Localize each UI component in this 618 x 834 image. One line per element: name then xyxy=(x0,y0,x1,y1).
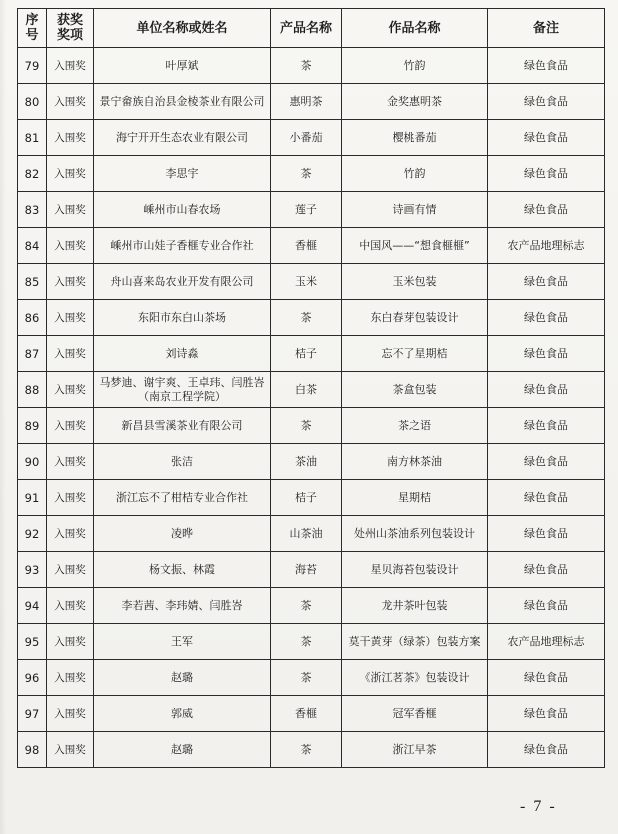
cell-index: 88 xyxy=(18,372,47,408)
cell-product: 海苔 xyxy=(271,552,342,588)
cell-note: 绿色食品 xyxy=(488,444,605,480)
table-row xyxy=(18,300,605,336)
cell-entrant: 马梦迪、谢宇爽、王卓玮、闫胜峇 （南京工程学院） xyxy=(94,372,271,408)
cell-entrant: 东阳市东白山茶场 xyxy=(94,300,271,336)
cell-award: 入围奖 xyxy=(47,732,94,768)
table-row xyxy=(18,480,605,516)
cell-index: 84 xyxy=(18,228,47,264)
table-row xyxy=(18,48,605,84)
cell-work: 东白春芽包装设计 xyxy=(342,300,488,336)
table-row xyxy=(18,372,605,408)
table-row xyxy=(18,624,605,660)
cell-work: 中国风——“想食榧榧” xyxy=(342,228,488,264)
cell-award: 入围奖 xyxy=(47,228,94,264)
cell-product: 茶 xyxy=(271,156,342,192)
cell-note: 绿色食品 xyxy=(488,588,605,624)
cell-award: 入围奖 xyxy=(47,264,94,300)
cell-product: 白茶 xyxy=(271,372,342,408)
cell-product: 香榧 xyxy=(271,696,342,732)
cell-product: 小番茄 xyxy=(271,120,342,156)
cell-product: 桔子 xyxy=(271,336,342,372)
cell-note: 绿色食品 xyxy=(488,264,605,300)
cell-note: 绿色食品 xyxy=(488,336,605,372)
cell-work: 星贝海苔包装设计 xyxy=(342,552,488,588)
cell-entrant: 刘诗淼 xyxy=(94,336,271,372)
cell-product: 香榧 xyxy=(271,228,342,264)
cell-note: 绿色食品 xyxy=(488,408,605,444)
cell-work: 浙江早茶 xyxy=(342,732,488,768)
table-row xyxy=(18,408,605,444)
cell-note: 绿色食品 xyxy=(488,516,605,552)
table-row xyxy=(18,120,605,156)
cell-award: 入围奖 xyxy=(47,156,94,192)
cell-entrant: 杨文振、林霞 xyxy=(94,552,271,588)
cell-work: 诗画有情 xyxy=(342,192,488,228)
cell-product: 茶油 xyxy=(271,444,342,480)
cell-note: 绿色食品 xyxy=(488,480,605,516)
cell-index: 94 xyxy=(18,588,47,624)
cell-index: 86 xyxy=(18,300,47,336)
cell-award: 入围奖 xyxy=(47,300,94,336)
cell-entrant: 叶厚斌 xyxy=(94,48,271,84)
header-product: 产品名称 xyxy=(271,9,342,48)
cell-index: 83 xyxy=(18,192,47,228)
cell-award: 入围奖 xyxy=(47,552,94,588)
table-row xyxy=(18,336,605,372)
cell-note: 绿色食品 xyxy=(488,192,605,228)
cell-product: 桔子 xyxy=(271,480,342,516)
table-row xyxy=(18,444,605,480)
cell-note: 绿色食品 xyxy=(488,48,605,84)
cell-entrant: 浙江忘不了柑桔专业合作社 xyxy=(94,480,271,516)
cell-index: 90 xyxy=(18,444,47,480)
header-note: 备注 xyxy=(488,9,605,48)
header-work: 作品名称 xyxy=(342,9,488,48)
table-header-row xyxy=(18,9,605,48)
cell-note: 绿色食品 xyxy=(488,372,605,408)
cell-product: 茶 xyxy=(271,588,342,624)
cell-entrant: 郭威 xyxy=(94,696,271,732)
cell-index: 92 xyxy=(18,516,47,552)
table-row xyxy=(18,264,605,300)
cell-work: 莫干黄芽（绿茶）包装方案 xyxy=(342,624,488,660)
cell-award: 入围奖 xyxy=(47,48,94,84)
cell-index: 87 xyxy=(18,336,47,372)
cell-work: 《浙江茗茶》包装设计 xyxy=(342,660,488,696)
cell-note: 绿色食品 xyxy=(488,300,605,336)
cell-note: 绿色食品 xyxy=(488,552,605,588)
cell-work: 星期桔 xyxy=(342,480,488,516)
table-row xyxy=(18,552,605,588)
cell-award: 入围奖 xyxy=(47,408,94,444)
cell-product: 惠明茶 xyxy=(271,84,342,120)
cell-note: 绿色食品 xyxy=(488,660,605,696)
cell-entrant: 赵璐 xyxy=(94,732,271,768)
cell-note: 绿色食品 xyxy=(488,732,605,768)
header-entrant: 单位名称或姓名 xyxy=(94,9,271,48)
cell-award: 入围奖 xyxy=(47,588,94,624)
cell-award: 入围奖 xyxy=(47,480,94,516)
page-number: - 7 - xyxy=(520,798,557,815)
cell-entrant: 景宁畲族自治县金棱茶业有限公司 xyxy=(94,84,271,120)
cell-note: 农产品地理标志 xyxy=(488,624,605,660)
cell-award: 入围奖 xyxy=(47,660,94,696)
cell-entrant: 嵊州市山春农场 xyxy=(94,192,271,228)
cell-award: 入围奖 xyxy=(47,120,94,156)
cell-index: 91 xyxy=(18,480,47,516)
cell-work: 竹韵 xyxy=(342,48,488,84)
cell-entrant: 凌晔 xyxy=(94,516,271,552)
cell-entrant: 赵璐 xyxy=(94,660,271,696)
table-row xyxy=(18,732,605,768)
table-row xyxy=(18,588,605,624)
cell-work: 金奖惠明茶 xyxy=(342,84,488,120)
cell-index: 97 xyxy=(18,696,47,732)
cell-product: 茶 xyxy=(271,300,342,336)
cell-entrant: 舟山喜来岛农业开发有限公司 xyxy=(94,264,271,300)
cell-work: 处州山茶油系列包装设计 xyxy=(342,516,488,552)
cell-entrant: 李思宇 xyxy=(94,156,271,192)
cell-index: 80 xyxy=(18,84,47,120)
cell-product: 玉米 xyxy=(271,264,342,300)
cell-entrant: 王军 xyxy=(94,624,271,660)
cell-award: 入围奖 xyxy=(47,336,94,372)
cell-product: 茶 xyxy=(271,732,342,768)
cell-product: 茶 xyxy=(271,624,342,660)
cell-award: 入围奖 xyxy=(47,372,94,408)
table-row xyxy=(18,660,605,696)
awards-table xyxy=(17,8,605,768)
cell-product: 山茶油 xyxy=(271,516,342,552)
cell-work: 樱桃番茄 xyxy=(342,120,488,156)
cell-work: 龙井茶叶包装 xyxy=(342,588,488,624)
page-edge-shadow xyxy=(0,0,6,834)
table-row xyxy=(18,228,605,264)
table-row xyxy=(18,516,605,552)
cell-award: 入围奖 xyxy=(47,444,94,480)
cell-entrant: 张洁 xyxy=(94,444,271,480)
cell-entrant: 海宁开开生态农业有限公司 xyxy=(94,120,271,156)
cell-index: 95 xyxy=(18,624,47,660)
cell-note: 绿色食品 xyxy=(488,696,605,732)
cell-work: 南方林茶油 xyxy=(342,444,488,480)
cell-work: 茶盒包装 xyxy=(342,372,488,408)
header-index: 序 号 xyxy=(18,9,47,48)
header-award: 获奖 奖项 xyxy=(47,9,94,48)
cell-index: 98 xyxy=(18,732,47,768)
cell-work: 竹韵 xyxy=(342,156,488,192)
cell-award: 入围奖 xyxy=(47,84,94,120)
cell-note: 绿色食品 xyxy=(488,120,605,156)
table-row xyxy=(18,84,605,120)
cell-index: 96 xyxy=(18,660,47,696)
cell-note: 绿色食品 xyxy=(488,84,605,120)
cell-note: 绿色食品 xyxy=(488,156,605,192)
cell-product: 茶 xyxy=(271,660,342,696)
cell-work: 玉米包装 xyxy=(342,264,488,300)
cell-award: 入围奖 xyxy=(47,624,94,660)
cell-index: 85 xyxy=(18,264,47,300)
cell-product: 莲子 xyxy=(271,192,342,228)
cell-award: 入围奖 xyxy=(47,696,94,732)
cell-entrant: 新昌县雪溪茶业有限公司 xyxy=(94,408,271,444)
cell-note: 农产品地理标志 xyxy=(488,228,605,264)
cell-award: 入围奖 xyxy=(47,516,94,552)
cell-index: 93 xyxy=(18,552,47,588)
cell-product: 茶 xyxy=(271,408,342,444)
cell-index: 89 xyxy=(18,408,47,444)
cell-entrant: 李若茜、李玮婧、闫胜峇 xyxy=(94,588,271,624)
cell-product: 茶 xyxy=(271,48,342,84)
table-row xyxy=(18,156,605,192)
cell-index: 82 xyxy=(18,156,47,192)
table-row xyxy=(18,696,605,732)
cell-work: 冠军香榧 xyxy=(342,696,488,732)
cell-entrant: 嵊州市山娃子香榧专业合作社 xyxy=(94,228,271,264)
cell-award: 入围奖 xyxy=(47,192,94,228)
cell-index: 81 xyxy=(18,120,47,156)
cell-work: 忘不了星期桔 xyxy=(342,336,488,372)
cell-work: 茶之语 xyxy=(342,408,488,444)
cell-index: 79 xyxy=(18,48,47,84)
table-row xyxy=(18,192,605,228)
